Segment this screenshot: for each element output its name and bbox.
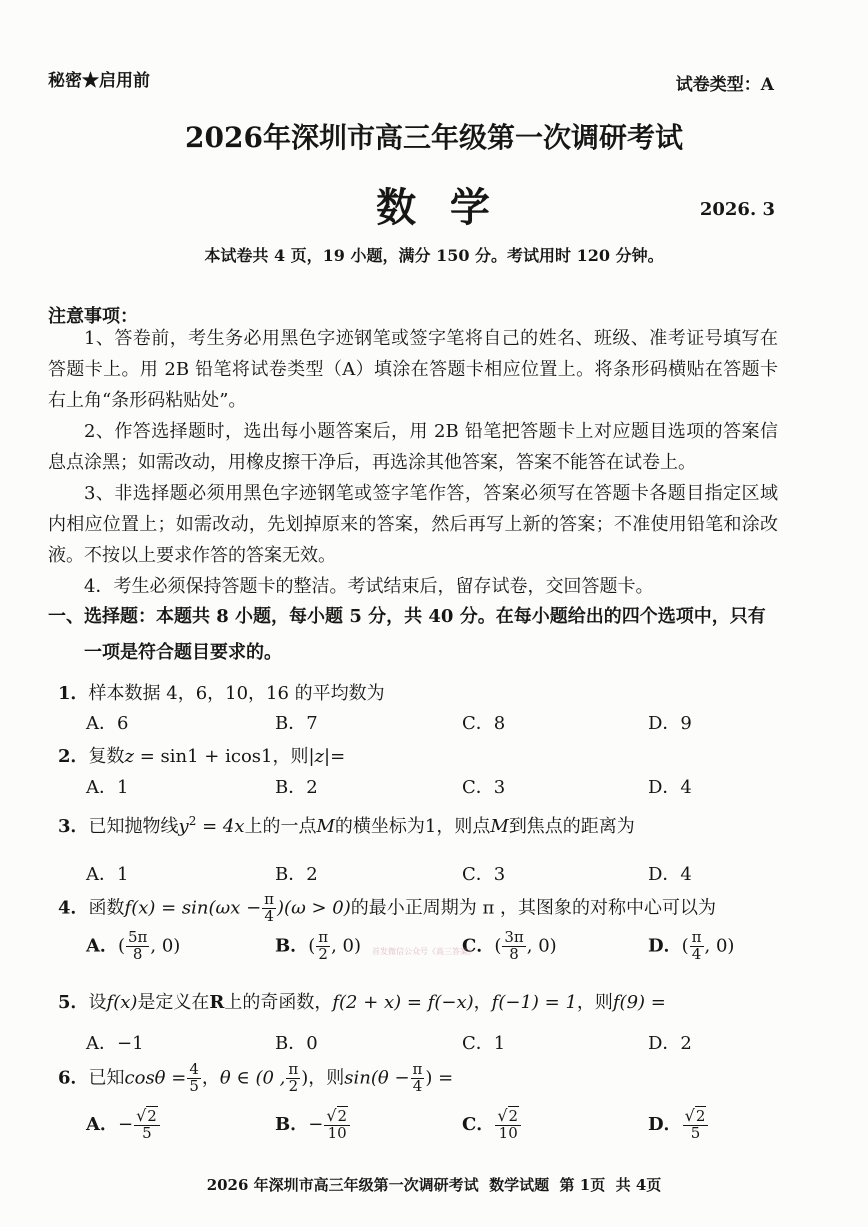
notice-item-1: 1、答卷前，考生务必用黑色字迹钢笔或签字笔将自己的姓名、班级、准考证号填写在答题卡上。用 2B 铅笔将试卷类型（A）填涂在答题卡相应位置上。将条形码横贴在答题卡右上角“条形码粘贴处”。 xyxy=(48,328,778,411)
confidential-label: 秘密★启用前 xyxy=(48,71,150,91)
question-6-fraction-1 xyxy=(187,1062,201,1095)
question-5-option-a: A．−1 xyxy=(86,1033,144,1054)
frac-den: 5 xyxy=(189,1076,199,1095)
question-5-reals: R xyxy=(209,992,225,1013)
question-2-text-b: = sin1 + icos1，则 xyxy=(134,746,309,767)
section-1-header xyxy=(48,599,780,671)
frac-num: 4 xyxy=(189,1060,199,1078)
question-5-value: f(−1) = 1 xyxy=(491,992,577,1013)
question-4-option-b xyxy=(275,930,361,963)
option-tail: , 0) xyxy=(526,935,557,957)
frac-den: 10 xyxy=(327,1123,347,1142)
question-6-number: 6． xyxy=(58,1067,89,1089)
option-label: C． xyxy=(462,1113,495,1135)
frac-num: π xyxy=(288,1060,299,1078)
question-6-cos: cosθ = xyxy=(124,1067,187,1089)
exam-title: 2026年深圳市高三年级第一次调研考试 xyxy=(185,121,683,154)
question-4-fraction xyxy=(262,892,276,925)
question-3-text-c: 的横坐标为1，则点 xyxy=(334,816,491,837)
question-4-option-a xyxy=(86,930,180,963)
radicand: 2 xyxy=(508,1107,519,1125)
frac-num: π xyxy=(691,928,702,946)
question-5-option-d: D．2 xyxy=(648,1033,692,1054)
question-2-option-c: C．3 xyxy=(462,777,506,798)
question-3-exponent: 2 xyxy=(188,814,197,828)
question-3-text-d: 到焦点的距离为 xyxy=(508,816,635,837)
question-1-stem xyxy=(58,679,385,705)
question-3-option-b: B．2 xyxy=(275,864,318,885)
sqrt-icon: √ xyxy=(326,1106,337,1125)
question-5-text-c: 上的奇函数， xyxy=(224,992,333,1013)
frac-den: 2 xyxy=(288,1076,299,1095)
question-5-fx: f(x) xyxy=(106,992,138,1013)
notice-item-4: 4．考生必须保持答题卡的整洁。考试结束后，留存试卷，交回答题卡。 xyxy=(84,576,654,597)
radicand: 2 xyxy=(147,1107,157,1125)
question-3-text-b: 上的一点 xyxy=(244,816,317,837)
question-4-frac-num: π xyxy=(264,890,275,908)
question-1-option-b: B．7 xyxy=(275,713,318,734)
question-2-abs-z: |z|= xyxy=(308,746,346,767)
option-label: B． xyxy=(275,935,309,957)
question-1-option-a: A．6 xyxy=(86,713,129,734)
frac-den: 8 xyxy=(132,944,143,963)
question-4-function: f(x) = sin(ωx − xyxy=(124,897,262,919)
frac-den: 5 xyxy=(690,1123,701,1142)
sqrt-icon: √ xyxy=(136,1106,147,1125)
notice-title: 注意事项： xyxy=(48,306,138,327)
question-2-option-a: A．1 xyxy=(86,777,129,798)
question-4-frac-den: 4 xyxy=(264,906,274,925)
question-6-sin: sin(θ − xyxy=(344,1067,410,1089)
question-3-number: 3． xyxy=(58,816,89,837)
question-6-option-c xyxy=(462,1108,522,1142)
question-2-var-z: z xyxy=(124,746,135,767)
question-6-comma: ， xyxy=(201,1067,220,1089)
question-5-number: 5． xyxy=(58,992,89,1013)
question-4-number: 4． xyxy=(58,897,89,919)
section-1-line-2: 一项是符合题目要求的。 xyxy=(84,642,282,663)
question-4-option-c xyxy=(462,930,557,963)
option-sign: − xyxy=(308,1113,324,1135)
option-fraction xyxy=(502,930,525,963)
question-2-text-a: 复数 xyxy=(88,746,125,767)
open-paren: ( xyxy=(494,935,502,957)
notice-item-2: 2、作答选择题时，选出每小题答案后，用 2B 铅笔把答题卡上对应题目选项的答案信息点涂黑；如需改动，用橡皮擦干净后，再选涂其他答案，答案不能答在试卷上。 xyxy=(48,421,778,473)
option-label: A． xyxy=(86,1113,118,1135)
section-1-line-1: 一、选择题：本题共 8 小题，每小题 5 分，共 40 分。在每小题给出的四个选项中，只有 xyxy=(48,606,766,627)
sqrt-icon: √ xyxy=(497,1106,508,1125)
question-2-option-b: B．2 xyxy=(275,777,318,798)
question-6-theta-range: θ ∈ (0 , xyxy=(219,1067,286,1089)
frac-den: 8 xyxy=(509,944,519,963)
page-footer: 2026 年深圳市高三年级第一次调研考试 数学试题 第 1页 共 4页 xyxy=(206,1176,662,1194)
question-1-option-d: D．9 xyxy=(648,713,692,734)
exam-info: 本试卷共 4 页，19 小题，满分 150 分。考试用时 120 分钟。 xyxy=(204,246,664,265)
question-4-text-c: 的最小正周期为 π ，其图象的对称中心可以为 xyxy=(350,897,717,919)
question-3-point-m-1: M xyxy=(316,816,335,837)
question-4-condition: )(ω > 0) xyxy=(277,897,351,919)
question-3-stem xyxy=(58,812,635,838)
paper-type-label: 试卷类型：A xyxy=(675,75,774,95)
question-1-text: 样本数据 4，6，10，16 的平均数为 xyxy=(88,683,385,704)
question-3-point-m-2: M xyxy=(490,816,509,837)
question-4-stem xyxy=(58,892,716,925)
question-4-text-a: 函数 xyxy=(88,897,125,919)
sqrt-icon: √ xyxy=(684,1106,695,1125)
option-fraction xyxy=(683,1108,709,1142)
frac-den: 10 xyxy=(498,1123,518,1142)
open-paren: ( xyxy=(308,935,316,957)
option-sign: − xyxy=(117,1113,134,1135)
subject-title: 数 学 xyxy=(376,184,492,231)
question-5-option-b: B．0 xyxy=(275,1033,318,1054)
option-tail: , 0) xyxy=(150,935,181,957)
question-5-option-c: C．1 xyxy=(462,1033,506,1054)
question-5-text-a: 设 xyxy=(88,992,107,1013)
question-5-stem xyxy=(58,988,666,1014)
question-6-text-c: )，则 xyxy=(301,1067,345,1089)
question-3-option-a: A．1 xyxy=(86,864,129,885)
open-paren: ( xyxy=(117,935,125,957)
question-5-symmetry: f(2 + x) = f(−x) xyxy=(332,992,474,1013)
option-label: B． xyxy=(275,1113,309,1135)
radicand: 2 xyxy=(337,1107,348,1125)
frac-num: π xyxy=(318,928,329,946)
question-6-fraction-3 xyxy=(411,1062,425,1095)
question-3-option-c: C．3 xyxy=(462,864,506,885)
option-label: C． xyxy=(462,935,495,957)
frac-den: 5 xyxy=(142,1123,152,1142)
option-label: D． xyxy=(648,1113,682,1135)
question-2-number: 2． xyxy=(58,746,89,767)
question-3-equation: = 4x xyxy=(196,816,245,837)
question-3-text-a: 已知抛物线 xyxy=(88,816,179,837)
radicand: 2 xyxy=(695,1107,706,1125)
question-1-number: 1． xyxy=(58,683,89,704)
question-5-comma: ， xyxy=(473,992,492,1013)
question-6-fraction-2 xyxy=(286,1062,300,1095)
question-5-target: f(9) = xyxy=(612,992,666,1013)
question-5-text-b: 是定义在 xyxy=(137,992,210,1013)
frac-num: 5π xyxy=(128,928,148,946)
question-4-option-d xyxy=(648,930,734,963)
option-tail: , 0) xyxy=(704,935,735,957)
option-fraction xyxy=(126,930,149,963)
question-6-option-d xyxy=(648,1108,709,1142)
notice-item-3: 3、非选择题必须用黑色字迹钢笔或签字笔作答，答案必须写在答题卡各题目指定区域内相应位置上；如需改动，先划掉原来的答案，然后再写上新的答案；不准使用铅笔和涂改液。不按以上要求作答的答案无效。 xyxy=(48,483,778,566)
frac-den: 4 xyxy=(412,1076,423,1095)
question-6-option-b xyxy=(275,1108,351,1142)
watermark: 首发微信公众号《高三答案》 xyxy=(372,947,476,956)
exam-date: 2026. 3 xyxy=(699,199,775,220)
frac-num: 3π xyxy=(504,928,524,946)
question-2-stem xyxy=(58,742,345,768)
frac-den: 4 xyxy=(691,944,702,963)
question-6-stem xyxy=(58,1062,453,1095)
question-3-var-y: y xyxy=(178,816,189,837)
question-3-option-d: D．4 xyxy=(648,864,692,885)
question-6-option-a xyxy=(86,1108,161,1142)
frac-num: π xyxy=(412,1060,423,1078)
option-fraction xyxy=(495,1108,521,1142)
option-label: A． xyxy=(86,935,118,957)
question-6-text-a: 已知 xyxy=(88,1067,125,1089)
option-fraction xyxy=(316,930,330,963)
option-fraction xyxy=(134,1108,160,1142)
option-fraction xyxy=(690,930,704,963)
option-tail: , 0) xyxy=(331,935,362,957)
option-fraction xyxy=(324,1108,350,1142)
question-6-equals: ) = xyxy=(425,1067,454,1089)
frac-den: 2 xyxy=(318,944,328,963)
open-paren: ( xyxy=(681,935,689,957)
question-2-option-d: D．4 xyxy=(648,777,692,798)
question-5-text-h: ，则 xyxy=(576,992,613,1013)
question-1-option-c: C．8 xyxy=(462,713,506,734)
option-label: D． xyxy=(648,935,682,957)
